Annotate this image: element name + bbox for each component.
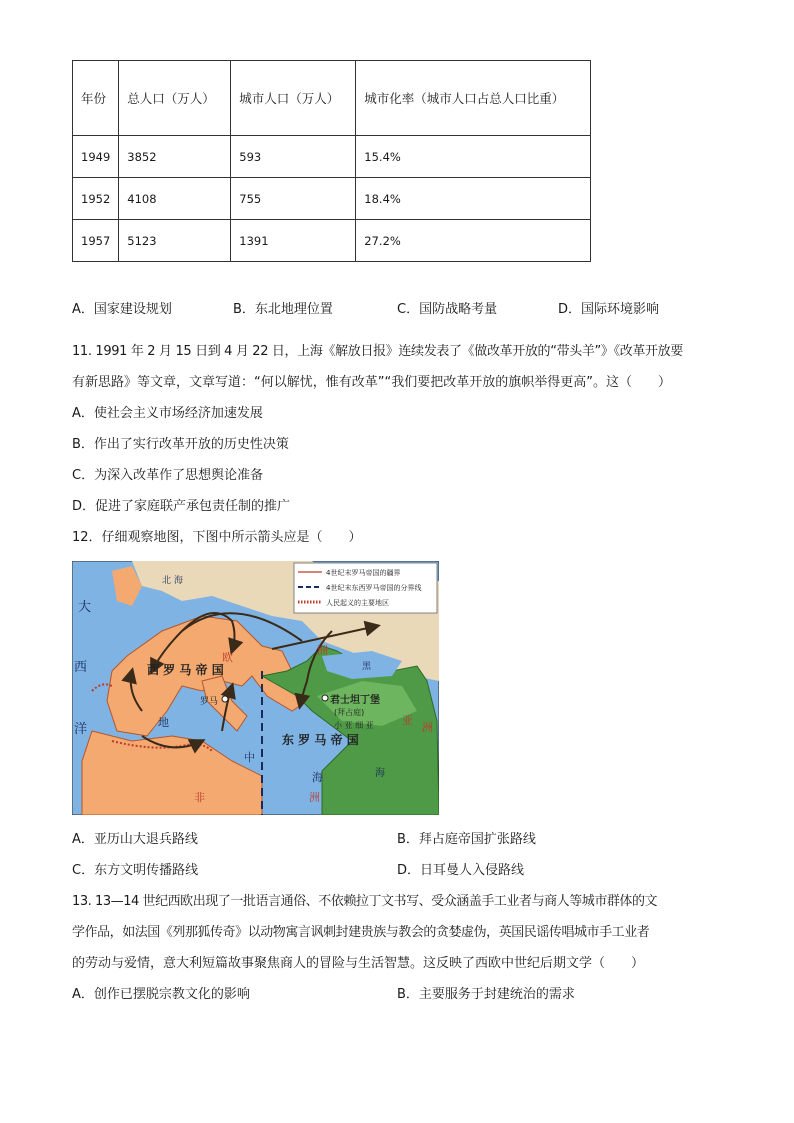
label-asia-2: 洲 bbox=[422, 721, 433, 734]
cell-total: 5123 bbox=[119, 220, 231, 262]
label-atlantic-3: 洋 bbox=[74, 722, 88, 737]
label-asia-minor: 小 亚 细 亚 bbox=[334, 721, 374, 730]
q10-option-a[interactable]: A．国家建设规划 bbox=[72, 302, 172, 317]
cell-rate: 27.2% bbox=[356, 220, 591, 262]
table-row bbox=[73, 220, 591, 262]
label-atlantic-2: 西 bbox=[74, 660, 88, 675]
header-urban-population: 城市人口（万人） bbox=[231, 61, 356, 136]
cell-urban: 1391 bbox=[231, 220, 356, 262]
constantinople-marker bbox=[322, 695, 328, 701]
header-urbanization-rate: 城市化率（城市人口占总人口比重） bbox=[356, 61, 591, 136]
label-med-2: 中 bbox=[244, 751, 255, 764]
q13-stem-line3: 的劳动与爱情，意大利短篇故事聚焦商人的冒险与生活智慧。这反映了西欧中世纪后期文学（ ） bbox=[72, 956, 645, 971]
cell-total: 4108 bbox=[119, 178, 231, 220]
q11-stem-line2: 有新思路》等文章，文章写道：“何以解忧，惟有改革”“我们要把改革开放的旗帜举得更高”。这（ ） bbox=[72, 375, 671, 390]
q11-option-c[interactable]: C．为深入改革作了思想舆论准备 bbox=[72, 468, 264, 483]
label-africa-1: 非 bbox=[194, 791, 205, 804]
q11-option-a[interactable]: A．使社会主义市场经济加速发展 bbox=[72, 406, 263, 421]
label-east-rome: 东 罗 马 帝 国 bbox=[282, 733, 359, 747]
table-header-row bbox=[73, 61, 591, 136]
q13-stem-line1: 13. 13—14 世纪西欧出现了一批语言通俗、不依赖拉丁文书写、受众涵盖手工业者与商人等城市群体的文 bbox=[72, 894, 658, 909]
label-africa-2: 洲 bbox=[309, 791, 320, 804]
cell-year: 1957 bbox=[73, 220, 119, 262]
label-med-3: 海 bbox=[312, 771, 323, 784]
q12-stem: 12．仔细观察地图，下图中所示箭头应是（ ） bbox=[72, 530, 362, 545]
q11-option-d[interactable]: D．促进了家庭联产承包责任制的推广 bbox=[72, 499, 291, 514]
label-europe-1: 欧 bbox=[222, 651, 233, 664]
q12-option-b[interactable]: B．拜占庭帝国扩张路线 bbox=[397, 832, 536, 847]
urbanization-table bbox=[72, 60, 591, 262]
label-black-sea: 黑 bbox=[362, 662, 372, 672]
q11-stem-line1: 11. 1991 年 2 月 15 日到 4 月 22 日，上海《解放日报》连续发表了《做改革开放的“带头羊”》《改革开放要 bbox=[72, 344, 683, 359]
q13-stem-line2: 学作品，如法国《列那狐传奇》以动物寓言讽刺封建贵族与教会的贪婪虚伪，英国民谣传唱城市手工业者 bbox=[72, 925, 650, 940]
roman-empire-map bbox=[72, 561, 439, 815]
label-north-sea: 北 海 bbox=[162, 576, 183, 586]
legend-label-uprising: 人民起义的主要地区 bbox=[326, 599, 389, 607]
label-constantinople: 君士坦丁堡 bbox=[330, 695, 380, 706]
q11-option-b[interactable]: B．作出了实行改革开放的历史性决策 bbox=[72, 437, 289, 452]
label-asia-1: 亚 bbox=[402, 714, 413, 727]
legend-label-boundary: 4世纪末东西罗马帝国的分界线 bbox=[326, 584, 422, 592]
cell-rate: 15.4% bbox=[356, 136, 591, 178]
rome-marker bbox=[222, 696, 228, 702]
cell-urban: 755 bbox=[231, 178, 356, 220]
q13-option-a[interactable]: A．创作已摆脱宗教文化的影响 bbox=[72, 987, 250, 1002]
cell-total: 3852 bbox=[119, 136, 231, 178]
label-atlantic-1: 大 bbox=[78, 600, 92, 615]
q13-option-b[interactable]: B．主要服务于封建统治的需求 bbox=[397, 987, 575, 1002]
cell-year: 1952 bbox=[73, 178, 119, 220]
cell-year: 1949 bbox=[73, 136, 119, 178]
table-row bbox=[73, 136, 591, 178]
legend-label-border: 4世纪末罗马帝国的疆界 bbox=[326, 569, 401, 577]
q10-option-d[interactable]: D．国际环境影响 bbox=[558, 302, 660, 317]
label-byzantium: (拜占庭) bbox=[334, 708, 365, 717]
q10-option-c[interactable]: C．国防战略考量 bbox=[397, 302, 498, 317]
q12-option-c[interactable]: C．东方文明传播路线 bbox=[72, 863, 199, 878]
label-west-rome: 西 罗 马 帝 国 bbox=[147, 663, 224, 677]
header-year: 年份 bbox=[73, 61, 119, 136]
label-med-1: 地 bbox=[158, 716, 169, 729]
q12-option-d[interactable]: D．日耳曼人入侵路线 bbox=[397, 863, 525, 878]
label-rome: 罗马 bbox=[200, 697, 219, 707]
q12-option-a[interactable]: A．亚历山大退兵路线 bbox=[72, 832, 198, 847]
table-row bbox=[73, 178, 591, 220]
header-total-population: 总人口（万人） bbox=[119, 61, 231, 136]
label-sea-2: 海 bbox=[375, 768, 385, 779]
label-europe-2: 洲 bbox=[317, 644, 328, 657]
q10-option-b[interactable]: B．东北地理位置 bbox=[233, 302, 333, 317]
cell-urban: 593 bbox=[231, 136, 356, 178]
cell-rate: 18.4% bbox=[356, 178, 591, 220]
